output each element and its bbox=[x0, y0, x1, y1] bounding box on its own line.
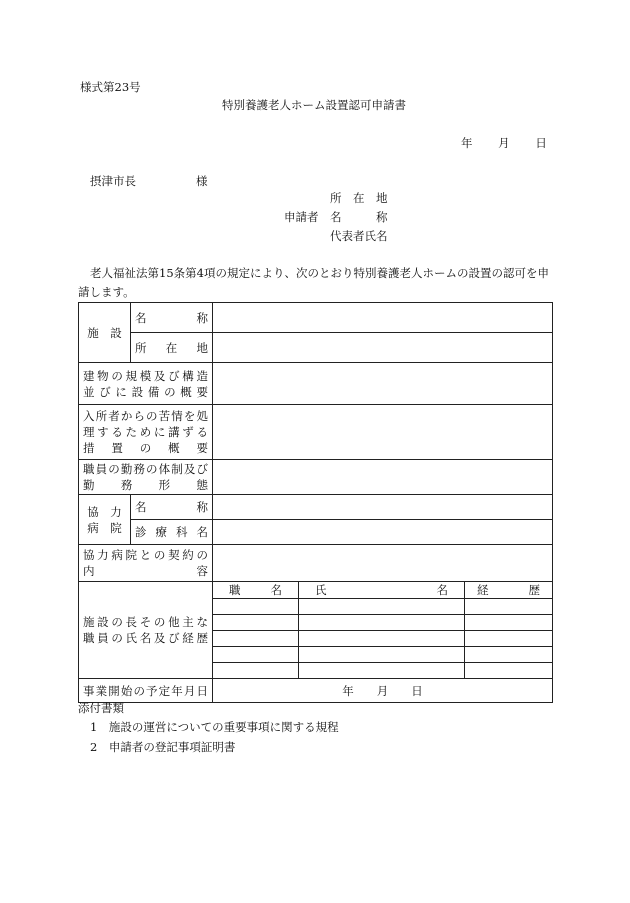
staff-row-history[interactable] bbox=[465, 631, 553, 647]
staff-row-position[interactable] bbox=[213, 631, 299, 647]
attachments-heading: 添付書類 bbox=[78, 701, 124, 715]
staff-row-history[interactable] bbox=[465, 663, 553, 679]
complaint-value[interactable] bbox=[213, 405, 553, 460]
contract-label bbox=[79, 545, 213, 582]
contract-value[interactable] bbox=[213, 545, 553, 582]
complaint-label-line3: 措置の概要 bbox=[83, 441, 208, 455]
attachment-item-2: 2 申請者の登記事項証明書 bbox=[90, 740, 236, 754]
coop-label-line1: 協 力 bbox=[87, 504, 122, 519]
contract-label-line2: 内容 bbox=[83, 564, 208, 578]
col-name-right: 名 bbox=[436, 583, 448, 597]
date-line bbox=[461, 138, 547, 150]
building-label bbox=[79, 363, 213, 405]
coop-dept-label: 診療科名 bbox=[131, 520, 213, 545]
coop-name-label: 名 称 bbox=[131, 495, 213, 520]
addressee-honorific: 様 bbox=[196, 174, 208, 188]
facility-address-label: 所 在 地 bbox=[131, 333, 213, 363]
staff-row-history[interactable] bbox=[465, 615, 553, 631]
facility-name-label: 名 称 bbox=[131, 303, 213, 333]
complaint-label bbox=[79, 405, 213, 460]
staff-row-name[interactable] bbox=[299, 599, 465, 615]
date-month: 月 bbox=[498, 136, 510, 150]
application-table bbox=[78, 302, 553, 703]
staff-value[interactable] bbox=[213, 460, 553, 495]
document-title: 特別養護老人ホーム設置認可申請書 bbox=[222, 98, 406, 112]
addressee-name: 摂津市長 bbox=[90, 174, 136, 188]
attachment-item-1: 1 施設の運営についての重要事項に関する規程 bbox=[90, 720, 339, 734]
col-history-header: 経 歴 bbox=[465, 582, 553, 599]
applicant-address-label: 所 在 地 bbox=[330, 191, 388, 205]
applicant-name-label: 名 称 bbox=[330, 210, 388, 224]
staff-row-position[interactable] bbox=[213, 599, 299, 615]
staff-row-position[interactable] bbox=[213, 647, 299, 663]
date-day: 日 bbox=[535, 136, 547, 150]
coop-dept-value[interactable] bbox=[213, 520, 553, 545]
staff-row-history[interactable] bbox=[465, 599, 553, 615]
building-label-line2: 並びに設備の概要 bbox=[83, 384, 208, 399]
applicant-label: 申請者 bbox=[284, 210, 319, 224]
staff-row-name[interactable] bbox=[299, 663, 465, 679]
staff-row-name[interactable] bbox=[299, 631, 465, 647]
col-name-header bbox=[299, 582, 465, 599]
staff-label bbox=[79, 460, 213, 495]
coop-hospital-label bbox=[79, 495, 131, 545]
staff-label-line2: 勤務形態 bbox=[83, 478, 208, 492]
body-text-line2: 請します。 bbox=[78, 285, 135, 299]
facility-name-value[interactable] bbox=[213, 303, 553, 333]
start-date-value[interactable]: 年 月 日 bbox=[213, 679, 553, 703]
form-number: 様式第23号 bbox=[80, 80, 141, 94]
col-name-left: 氏 bbox=[315, 583, 327, 597]
building-label-line1: 建物の規模及び構造 bbox=[83, 368, 208, 383]
contract-label-line1: 協力病院との契約の bbox=[83, 548, 208, 562]
applicant-rep-label: 代表者氏名 bbox=[330, 229, 388, 243]
facility-label: 施 設 bbox=[79, 303, 131, 363]
staff-row-name[interactable] bbox=[299, 615, 465, 631]
coop-name-value[interactable] bbox=[213, 495, 553, 520]
staff-row-position[interactable] bbox=[213, 615, 299, 631]
facility-address-value[interactable] bbox=[213, 333, 553, 363]
staff-row-name[interactable] bbox=[299, 647, 465, 663]
building-value[interactable] bbox=[213, 363, 553, 405]
col-position-header: 職 名 bbox=[213, 582, 299, 599]
staff-row-position[interactable] bbox=[213, 663, 299, 679]
complaint-label-line1: 入所者からの苦情を処 bbox=[83, 409, 208, 423]
director-label-line2: 職員の氏名及び経歴 bbox=[83, 631, 208, 645]
director-label-line1: 施設の長その他主な bbox=[83, 615, 208, 629]
director-label bbox=[79, 582, 213, 679]
date-year: 年 bbox=[461, 136, 473, 150]
body-text-line1: 老人福祉法第15条第4項の規定により、次のとおり特別養護老人ホームの設置の認可を申 bbox=[90, 266, 549, 280]
staff-row-history[interactable] bbox=[465, 647, 553, 663]
complaint-label-line2: 理するために講ずる bbox=[83, 425, 208, 439]
coop-label-line2: 病 院 bbox=[87, 520, 122, 535]
staff-label-line1: 職員の勤務の体制及び bbox=[83, 462, 208, 476]
start-date-label: 事業開始の予定年月日 bbox=[79, 679, 213, 703]
